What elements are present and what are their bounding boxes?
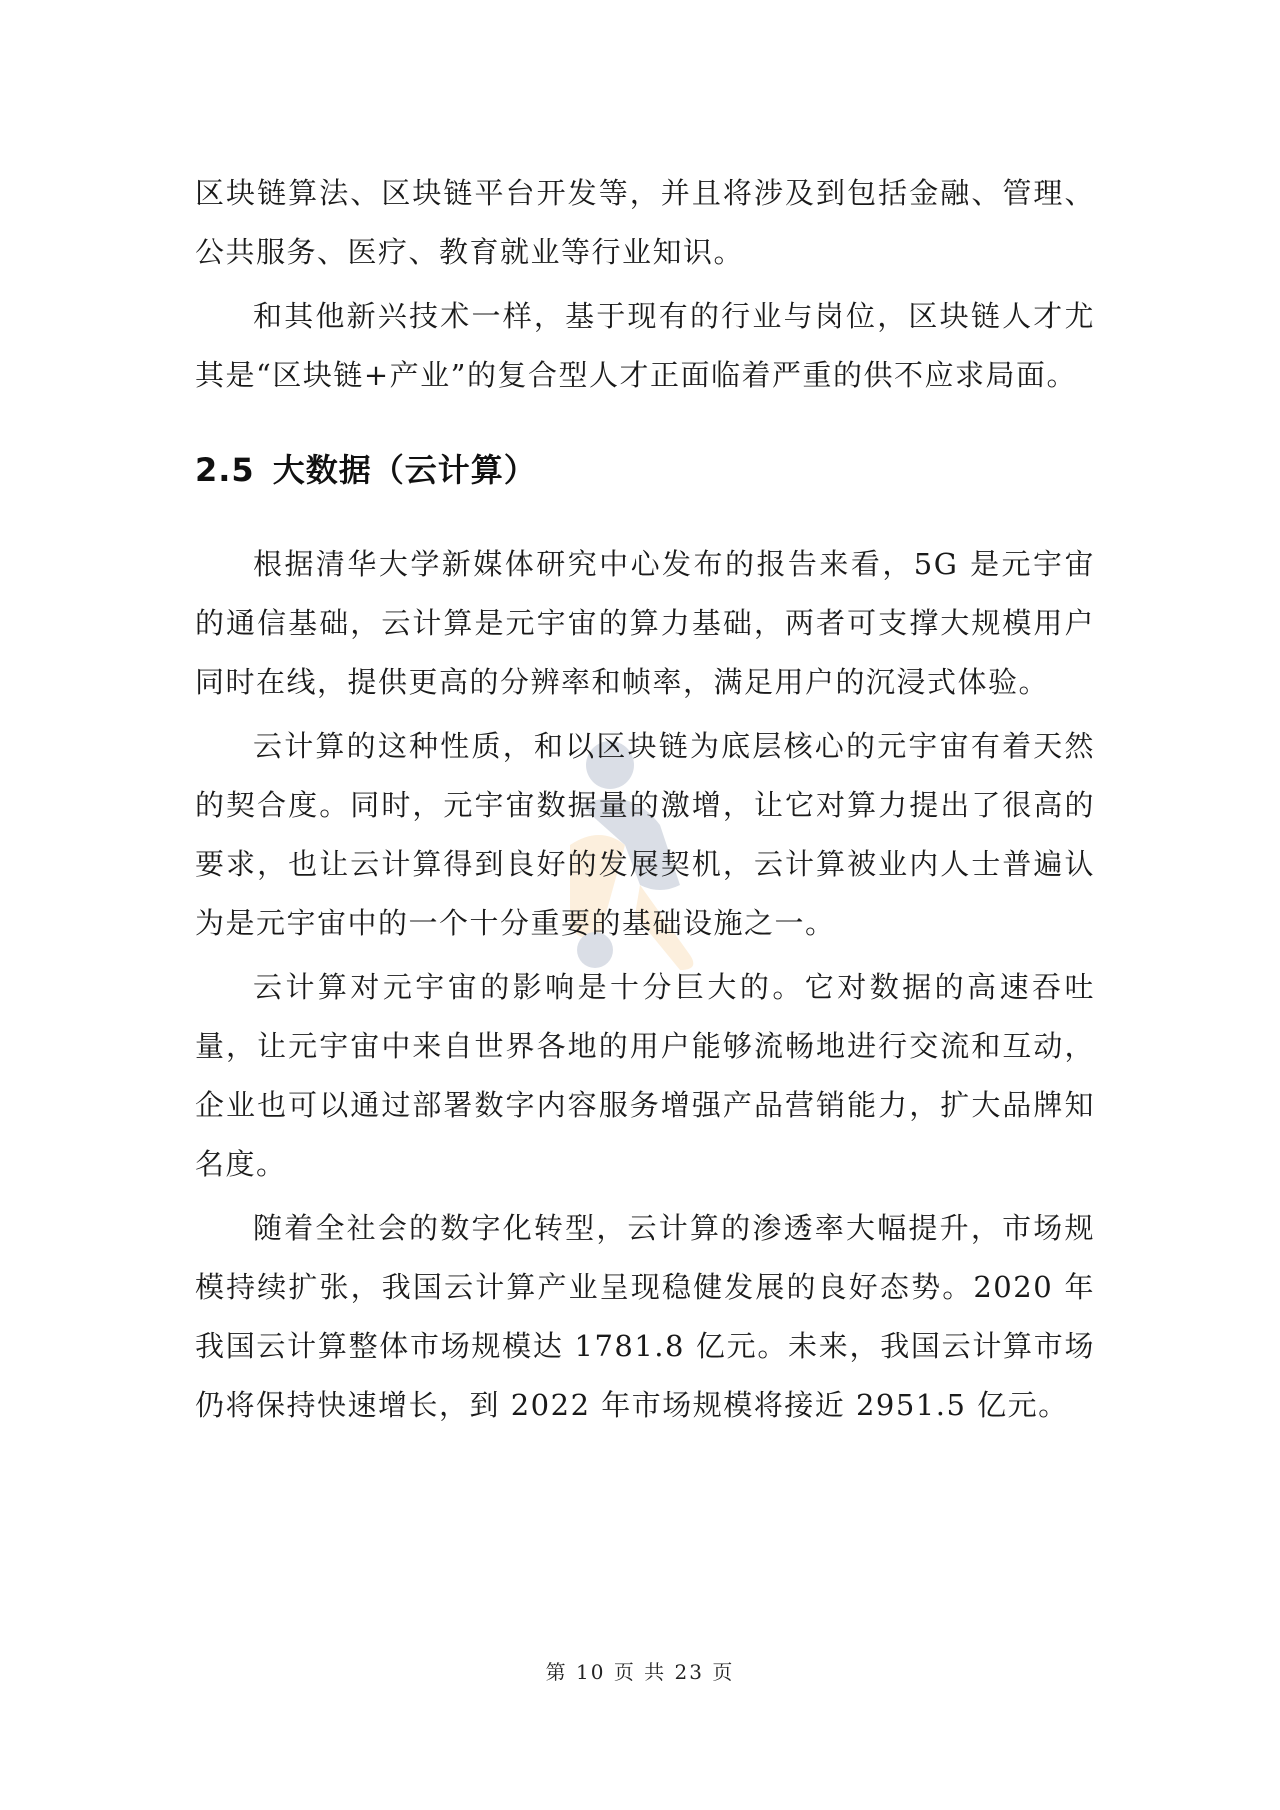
paragraph-4: 云计算的这种性质，和以区块链为底层核心的元宇宙有着天然的契合度。同时，元宇宙数据量的激增，让它对算力提出了很高的要求，也让云计算得到良好的发展契机，云计算被业内人士普遍认为是元宇宙中的一个十分重要的基础设施之一。 (195, 729, 1095, 940)
section-heading (195, 450, 1095, 490)
paragraph-1: 区块链算法、区块链平台开发等，并且将涉及到包括金融、管理、公共服务、医疗、教育就业等行业知识。 (195, 176, 1095, 269)
paragraph-2: 和其他新兴技术一样，基于现有的行业与岗位，区块链人才尤其是“区块链+产业”的复合型人才正面临着严重的供不应求局面。 (195, 299, 1095, 392)
section-title: 大数据（云计算） (272, 451, 537, 489)
paragraph-6: 随着全社会的数字化转型，云计算的渗透率大幅提升，市场规模持续扩张，我国云计算产业呈现稳健发展的良好态势。2020 年我国云计算整体市场规模达 1781.8 亿元。未来，我国云计算市场仍将保持快速增长，到 2022 年市场规模将接近 2951.5 亿元。 (195, 1211, 1095, 1422)
paragraph-3: 根据清华大学新媒体研究中心发布的报告来看，5G 是元宇宙的通信基础，云计算是元宇宙的算力基础，两者可支撑大规模用户同时在线，提供更高的分辨率和帧率，满足用户的沉浸式体验。 (195, 547, 1095, 699)
paragraph-5: 云计算对元宇宙的影响是十分巨大的。它对数据的高速吞吐量，让元宇宙中来自世界各地的用户能够流畅地进行交流和互动，企业也可以通过部署数字内容服务增强产品营销能力，扩大品牌知名度。 (195, 970, 1095, 1181)
section-number: 2.5 (195, 451, 255, 489)
document-body (195, 164, 1095, 1435)
page-footer: 第 10 页 共 23 页 (545, 1660, 735, 1684)
